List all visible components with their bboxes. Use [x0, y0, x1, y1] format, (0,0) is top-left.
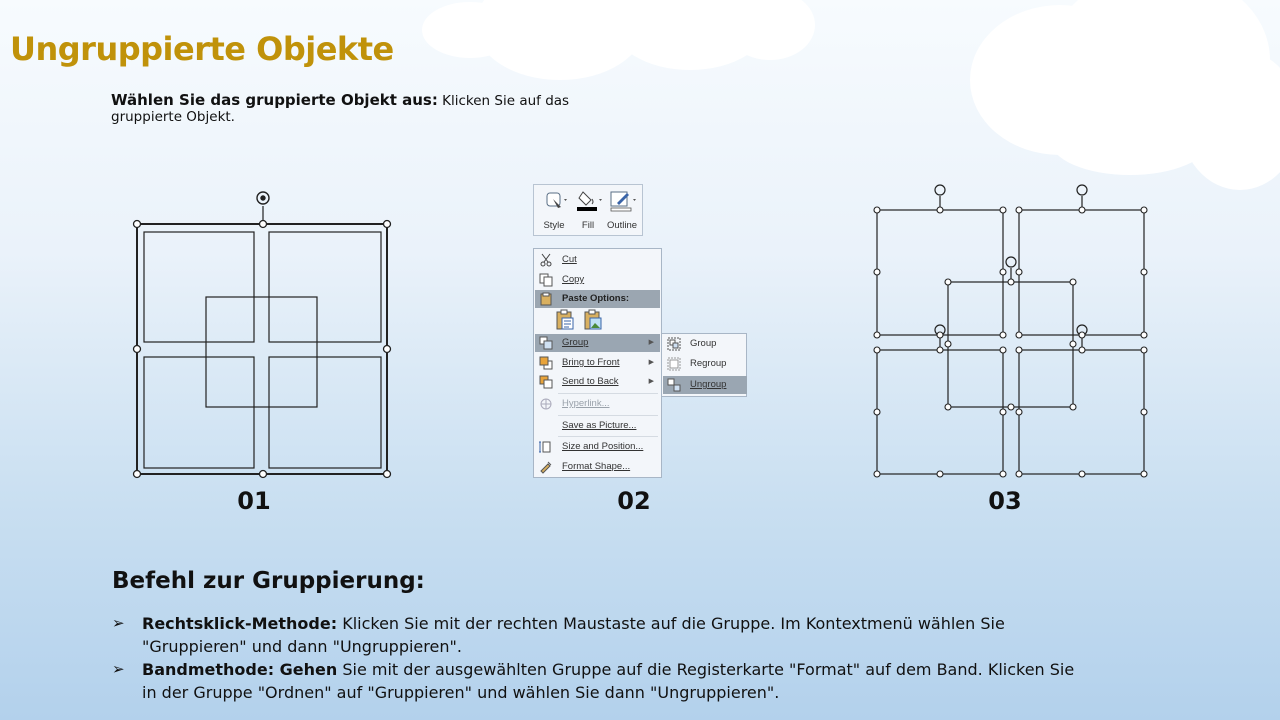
figure-label-03: 03 [988, 487, 1022, 515]
menu-item-size-and-position[interactable] [535, 438, 660, 456]
menu-label-format-shape: Format Shape... [562, 461, 631, 472]
shape-center [948, 282, 1073, 407]
list-item [112, 612, 1092, 658]
bullet2-bold: Bandmethode: Gehen [142, 660, 338, 679]
rotate-icon [935, 185, 1087, 335]
regroup-icon [667, 357, 681, 371]
format-shape-icon [539, 460, 553, 474]
rotate-icon [257, 192, 269, 204]
paste-picture-icon[interactable] [582, 309, 604, 331]
figure-grouped-object[interactable] [128, 186, 396, 482]
menu-item-group[interactable] [535, 334, 660, 352]
fill-label: Fill [581, 220, 595, 231]
paste-keep-source-icon[interactable] [554, 309, 576, 331]
bullet2-text: Sie mit der ausgewählten Gruppe auf die Registerkarte "Format" auf dem Band. Klicken Sie in der Gruppe "Ordnen" auf "Gruppieren" und wählen Sie dann "Ungruppieren". [142, 660, 1075, 702]
menu-label-size-and-position: Size and Position... [562, 441, 644, 452]
submenu-item-ungroup[interactable] [663, 376, 747, 394]
menu-item-send-to-back[interactable] [535, 373, 660, 391]
submenu-label-ungroup: Ungroup [690, 379, 727, 390]
context-menu [533, 248, 662, 478]
bring-to-front-icon [539, 356, 553, 370]
menu-label-copy: Copy [562, 274, 585, 285]
figure-label-01: 01 [237, 487, 271, 515]
bullet1-text: Klicken Sie mit der rechten Maustaste auf die Gruppe. Im Kontextmenü wählen Sie "Gruppieren" und dann "Ungruppieren". [142, 614, 1005, 656]
submenu-arrow-icon: ▶ [648, 378, 654, 385]
menu-item-format-shape[interactable] [535, 458, 660, 476]
selection-handles [874, 207, 1147, 477]
submenu-item-group[interactable] [663, 335, 747, 353]
group-bounding-box [137, 224, 387, 474]
intro-body: Klicken Sie auf das gruppierte Objekt. [111, 93, 570, 125]
menu-item-save-as-picture[interactable] [535, 417, 660, 435]
menu-label-save-as-picture: Save as Picture... [562, 420, 637, 431]
menu-label-paste-options: Paste Options: [562, 293, 630, 304]
intro-text [111, 92, 631, 125]
shape-bottom-right [1019, 350, 1144, 474]
submenu-item-regroup[interactable] [663, 355, 747, 373]
square-bottom-left [144, 357, 254, 468]
menu-item-cut[interactable] [535, 251, 660, 269]
submenu-label-regroup: Regroup [690, 358, 727, 369]
menu-label-hyperlink: Hyperlink... [562, 398, 610, 409]
menu-label-cut: Cut [562, 254, 577, 265]
figure-label-02: 02 [617, 487, 651, 515]
figure-ungrouped-objects[interactable] [866, 180, 1156, 484]
submenu-arrow-icon: ▶ [648, 359, 654, 366]
clipboard-icon [539, 292, 553, 306]
menu-separator [558, 393, 658, 394]
list-item [112, 658, 1092, 704]
shape-style-icon [539, 189, 569, 211]
style-label: Style [543, 220, 565, 231]
size-position-icon [539, 440, 553, 454]
menu-separator [558, 415, 658, 416]
paste-options-header [535, 290, 660, 308]
group-icon [539, 336, 553, 350]
paste-option-icons [554, 309, 634, 333]
slide-title: Ungruppierte Objekte [10, 30, 394, 68]
section-heading: Befehl zur Gruppierung: [112, 568, 425, 594]
mini-toolbar [533, 184, 643, 236]
menu-label-send-to-back: Send to Back [562, 376, 619, 387]
menu-separator [558, 436, 658, 437]
shape-top-left [877, 210, 1003, 335]
menu-label-group: Group [562, 337, 589, 348]
selection-handles [134, 221, 391, 478]
menu-item-hyperlink [535, 395, 660, 413]
arrow-bullet-icon: ➢ [112, 660, 125, 678]
send-to-back-icon [539, 375, 553, 389]
arrow-bullet-icon: ➢ [112, 614, 125, 632]
instruction-list [112, 612, 1092, 704]
bullet1-bold: Rechtsklick-Methode: [142, 614, 338, 633]
ungroup-icon [667, 378, 681, 392]
group-submenu [661, 333, 747, 397]
outline-label: Outline [606, 220, 638, 231]
outline-pen-icon [607, 189, 637, 213]
square-top-right [269, 232, 381, 342]
fill-bucket-icon [573, 189, 603, 213]
scissors-icon [539, 253, 553, 267]
intro-bold: Wählen Sie das gruppierte Objekt aus: [111, 91, 438, 109]
menu-item-bring-to-front[interactable] [535, 354, 660, 372]
shape-bottom-left [877, 350, 1003, 474]
square-bottom-right [269, 357, 381, 468]
shape-top-right [1019, 210, 1144, 335]
square-top-left [144, 232, 254, 342]
menu-label-bring-to-front: Bring to Front [562, 357, 620, 368]
style-button[interactable] [537, 187, 571, 233]
copy-icon [539, 273, 553, 287]
group-icon [667, 337, 681, 351]
hyperlink-icon [539, 397, 553, 411]
submenu-arrow-icon: ▶ [648, 339, 654, 346]
outline-button[interactable] [605, 187, 639, 233]
square-center [206, 297, 317, 407]
fill-button[interactable] [571, 187, 605, 233]
submenu-label-group: Group [690, 338, 717, 349]
menu-item-copy[interactable] [535, 271, 660, 289]
